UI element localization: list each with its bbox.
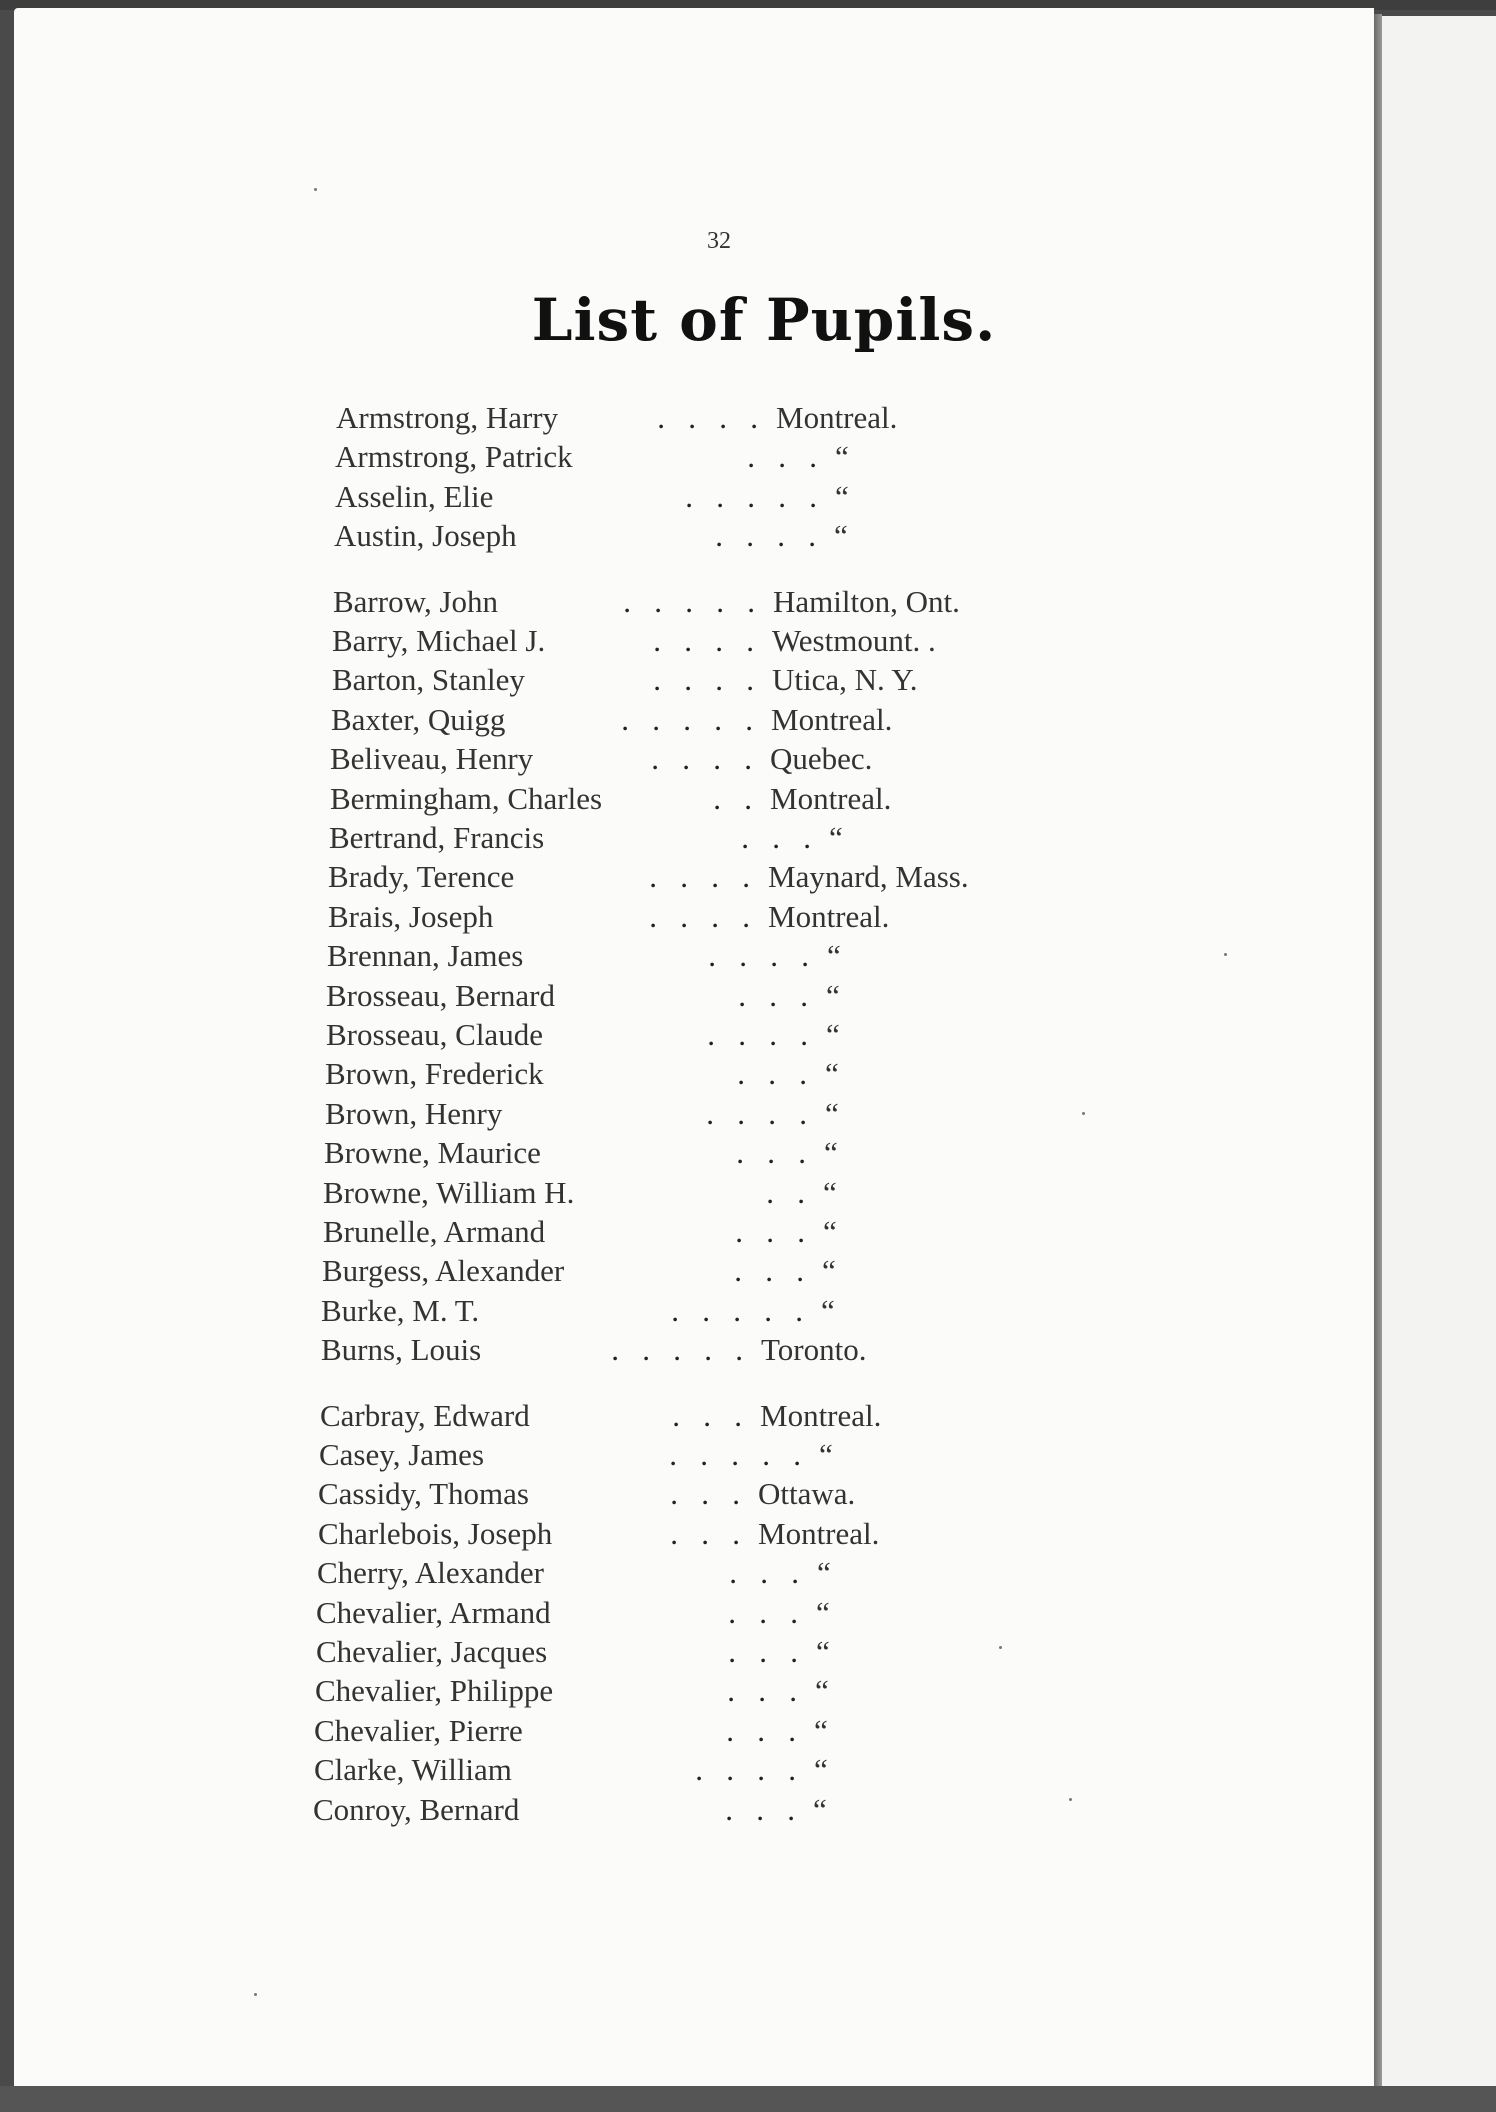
pupil-hometown: Montreal.	[758, 1516, 880, 1551]
pupil-name: Cassidy, Thomas	[318, 1476, 529, 1511]
paper-speck	[999, 1646, 1002, 1649]
leader-dots: . . . .	[657, 400, 758, 435]
pupil-hometown: “	[835, 439, 849, 474]
pupil-name: Barton, Stanley	[332, 662, 525, 697]
leader-dots: . . . .	[649, 899, 750, 934]
list-item	[316, 1595, 1016, 1633]
list-item	[328, 859, 1028, 897]
pupil-hometown: “	[823, 1175, 837, 1210]
pupil-hometown: “	[826, 1017, 840, 1052]
list-item	[319, 1437, 1019, 1475]
leader-dots: . . .	[672, 1398, 742, 1433]
paper-speck	[1082, 1112, 1085, 1115]
page-number: 32	[707, 228, 731, 254]
pupil-name: Armstrong, Patrick	[335, 439, 573, 474]
list-item	[334, 518, 1034, 556]
leader-dots: . . . . .	[621, 702, 753, 737]
pupil-hometown: “	[816, 1595, 830, 1630]
list-item	[314, 1752, 1014, 1790]
leader-dots: . . . .	[706, 1096, 807, 1131]
pupil-hometown: Hamilton, Ont.	[773, 584, 960, 619]
pupil-name: Baxter, Quigg	[331, 702, 506, 737]
leader-dots: . . .	[726, 1713, 796, 1748]
list-item	[336, 400, 1036, 438]
pupil-name: Charlebois, Joseph	[318, 1516, 553, 1551]
list-item	[323, 1214, 1023, 1252]
pupil-hometown: “	[819, 1437, 833, 1472]
pupil-name: Austin, Joseph	[334, 518, 517, 553]
paper-speck	[1224, 953, 1227, 956]
leader-dots: . . .	[728, 1634, 798, 1669]
pupil-hometown: Montreal.	[771, 702, 893, 737]
list-item	[332, 662, 1032, 700]
pupil-hometown: “	[829, 820, 843, 855]
leader-dots: . . .	[737, 1056, 807, 1091]
leader-dots: . . .	[670, 1516, 740, 1551]
leader-dots: . . . .	[707, 1017, 808, 1052]
leader-dots: . . . . .	[623, 584, 755, 619]
list-item	[320, 1398, 1020, 1436]
page-fold-shadow	[1374, 14, 1382, 2090]
pupil-name: Brady, Terence	[328, 859, 515, 894]
pupil-name: Barry, Michael J.	[332, 623, 546, 658]
pupil-hometown: “	[825, 1096, 839, 1131]
list-item	[326, 978, 1026, 1016]
leader-dots: . . .	[728, 1595, 798, 1630]
paper-speck	[1069, 1798, 1072, 1801]
list-item	[318, 1476, 1018, 1514]
pupil-name: Browne, Maurice	[324, 1135, 541, 1170]
leader-dots: . . . . .	[671, 1293, 803, 1328]
leader-dots: . .	[766, 1175, 805, 1210]
pupil-name: Barrow, John	[333, 584, 499, 619]
pupil-name: Clarke, William	[314, 1752, 512, 1787]
pupil-name: Brown, Frederick	[325, 1056, 544, 1091]
pupil-hometown: “	[821, 1293, 835, 1328]
leader-dots: . . . .	[695, 1752, 796, 1787]
pupil-hometown: “	[825, 1056, 839, 1091]
pupil-name: Conroy, Bernard	[313, 1792, 520, 1827]
list-item	[314, 1713, 1014, 1751]
list-item	[323, 1175, 1023, 1213]
pupil-name: Armstrong, Harry	[336, 400, 559, 435]
list-item	[329, 820, 1029, 858]
list-item	[315, 1673, 1015, 1711]
leader-dots: . . .	[729, 1555, 799, 1590]
list-item	[331, 702, 1031, 740]
leader-dots: . . .	[741, 820, 811, 855]
pupil-hometown: “	[835, 479, 849, 514]
scan-bottom-edge	[0, 2086, 1496, 2112]
leader-dots: . . .	[734, 1253, 804, 1288]
list-item	[333, 584, 1033, 622]
pupil-hometown: Quebec.	[770, 741, 873, 776]
pupil-hometown: “	[814, 1752, 828, 1787]
list-item	[330, 741, 1030, 779]
facing-page-edge	[1382, 16, 1496, 2090]
leader-dots: . . . .	[715, 518, 816, 553]
pupil-name: Casey, James	[319, 1437, 485, 1472]
leader-dots: . . . . .	[611, 1332, 743, 1367]
list-item	[335, 479, 1035, 517]
pupil-hometown: “	[824, 1135, 838, 1170]
pupil-name: Brosseau, Bernard	[326, 978, 555, 1013]
list-item	[318, 1516, 1018, 1554]
list-item	[328, 899, 1028, 937]
pupil-hometown: “	[816, 1634, 830, 1669]
pupil-hometown: “	[822, 1253, 836, 1288]
pupil-name: Chevalier, Philippe	[315, 1673, 554, 1708]
pupil-hometown: Montreal.	[760, 1398, 882, 1433]
list-item	[332, 623, 1032, 661]
pupil-name: Brennan, James	[327, 938, 524, 973]
pupil-hometown: Montreal.	[768, 899, 890, 934]
list-item	[317, 1555, 1017, 1593]
pupil-hometown: “	[827, 938, 841, 973]
pupil-hometown: “	[823, 1214, 837, 1249]
pupil-hometown: Montreal.	[776, 400, 898, 435]
leader-dots: . . .	[736, 1135, 806, 1170]
pupil-name: Chevalier, Armand	[316, 1595, 551, 1630]
list-item	[330, 781, 1030, 819]
pupil-name: Cherry, Alexander	[317, 1555, 544, 1590]
leader-dots: . . . .	[651, 741, 752, 776]
paper-speck	[254, 1993, 257, 1996]
leader-dots: . . . . .	[669, 1437, 801, 1472]
leader-dots: . . .	[725, 1792, 795, 1827]
list-item	[325, 1096, 1025, 1134]
leader-dots: . .	[713, 781, 752, 816]
pupil-name: Brosseau, Claude	[326, 1017, 543, 1052]
leader-dots: . . .	[738, 978, 808, 1013]
leader-dots: . . .	[670, 1476, 740, 1511]
pupil-hometown: “	[813, 1792, 827, 1827]
pupil-name: Bertrand, Francis	[329, 820, 545, 855]
paper-speck	[314, 188, 317, 191]
list-item	[324, 1135, 1024, 1173]
pupil-name: Brunelle, Armand	[323, 1214, 546, 1249]
pupil-hometown: Ottawa.	[758, 1476, 856, 1511]
list-item	[327, 938, 1027, 976]
pupil-name: Chevalier, Jacques	[316, 1634, 548, 1669]
leader-dots: . . . . .	[685, 479, 817, 514]
leader-dots: . . . .	[653, 623, 754, 658]
pupil-name: Burke, M. T.	[321, 1293, 480, 1328]
pupil-name: Asselin, Elie	[335, 479, 494, 514]
leader-dots: . . .	[747, 439, 817, 474]
pupil-name: Burns, Louis	[321, 1332, 482, 1367]
list-item	[326, 1017, 1026, 1055]
pupil-name: Carbray, Edward	[320, 1398, 530, 1433]
pupil-name: Brown, Henry	[325, 1096, 503, 1131]
list-item	[335, 439, 1035, 477]
pupil-name: Beliveau, Henry	[330, 741, 534, 776]
page-title: List of Pupils.	[531, 286, 997, 354]
pupil-hometown: Montreal.	[770, 781, 892, 816]
pupil-hometown: Toronto.	[761, 1332, 867, 1367]
list-item	[325, 1056, 1025, 1094]
pupil-hometown: “	[814, 1713, 828, 1748]
leader-dots: . . . .	[653, 662, 754, 697]
pupil-name: Chevalier, Pierre	[314, 1713, 523, 1748]
list-item	[322, 1253, 1022, 1291]
list-item	[313, 1792, 1013, 1830]
pupil-hometown: Westmount. .	[772, 623, 936, 658]
pupil-hometown: Utica, N. Y.	[772, 662, 918, 697]
book-page	[14, 8, 1374, 2090]
pupil-hometown: “	[826, 978, 840, 1013]
pupil-hometown: “	[834, 518, 848, 553]
leader-dots: . . . .	[708, 938, 809, 973]
list-item	[316, 1634, 1016, 1672]
pupil-name: Burgess, Alexander	[322, 1253, 565, 1288]
leader-dots: . . .	[727, 1673, 797, 1708]
list-item	[321, 1332, 1021, 1370]
leader-dots: . . . .	[649, 859, 750, 894]
pupil-name: Bermingham, Charles	[330, 781, 603, 816]
pupil-name: Brais, Joseph	[328, 899, 494, 934]
leader-dots: . . .	[735, 1214, 805, 1249]
pupil-hometown: “	[815, 1673, 829, 1708]
list-item	[321, 1293, 1021, 1331]
pupil-name: Browne, William H.	[323, 1175, 575, 1210]
pupil-hometown: Maynard, Mass.	[768, 859, 969, 894]
pupil-hometown: “	[817, 1555, 831, 1590]
